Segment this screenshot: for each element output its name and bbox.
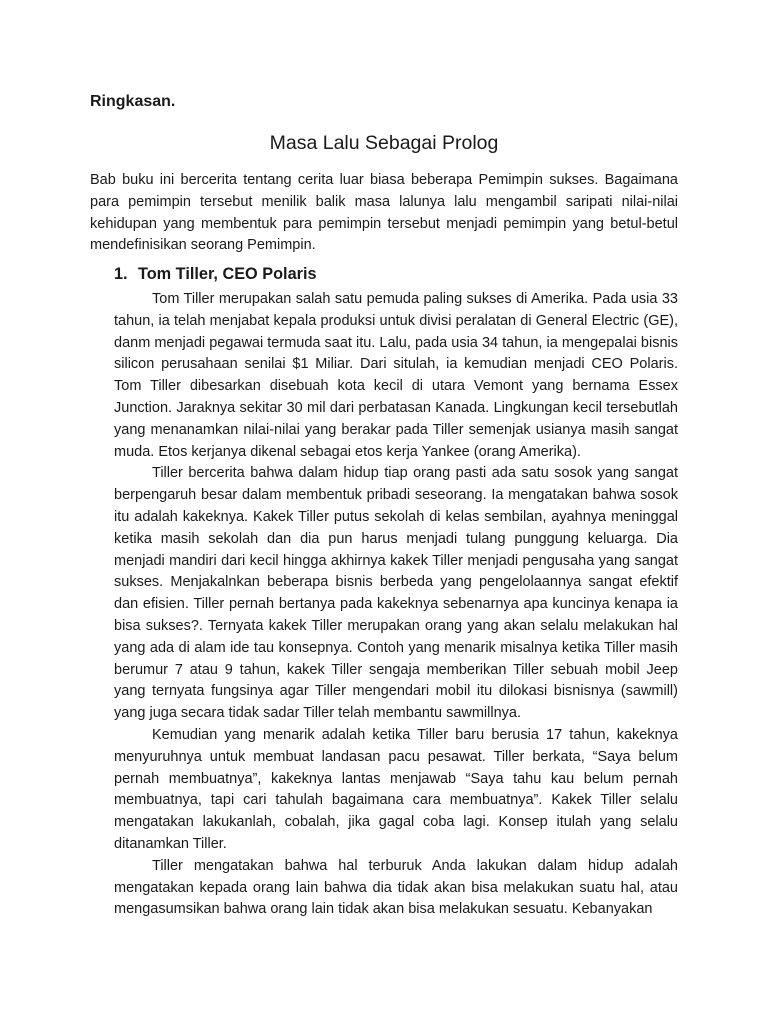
body-paragraph: Tiller bercerita bahwa dalam hidup tiap orang pasti ada satu sosok yang sangat berpengaruh besar dalam membentuk pribadi seseorang. Ia mengatakan bahwa sosok itu adalah kakeknya. Kakek Tiller putus sekolah di kelas sembilan, ayahnya meninggal ketika masih sekolah dan dia pun harus menjadi tulang punggung keluarga. Dia menjadi mandiri dari kecil hingga akhirnya kakek Tiller menjadi pengusaha yang sangat sukses. Menjakalnkan beberapa bisnis berbeda yang pengelolaannya sangat efektif dan efisien. Tiller pernah bertanya pada kakeknya sebenarnya apa kuncinya kenapa ia bisa sukses?. Ternyata kakek Tiller merupakan orang yang akan selalu melakukan hal yang ada di alam ide tau konsepnya. Contoh yang menarik misalnya ketika Tiller masih berumur 7 atau 9 tahun, kakek Tiller sengaja memberikan Tiller sebuah mobil Jeep yang ternyata fungsinya agar Tiller mengendari mobil itu dilokasi bisnisnya (sawmill) yang juga secara tidak sadar Tiller telah membantu sawmillnya. [114, 465, 678, 722]
section-heading [114, 265, 674, 284]
body-paragraph: Tiller mengatakan bahwa hal terburuk Anda lakukan dalam hidup adalah mengatakan kepada orang lain bahwa dia tidak akan bisa melakukan suatu hal, atau mengasumsikan bahwa orang lain tidak akan bisa melakukan sesuatu. Kebanyakan [114, 857, 678, 918]
summary-label: Ringkasan. [90, 93, 176, 110]
section-body [114, 289, 678, 921]
body-paragraph: Tom Tiller merupakan salah satu pemuda paling sukses di Amerika. Pada usia 33 tahun, ia telah menjabat kepala produksi untuk divisi peralatan di General Electric (GE), danm menjadi pegawai termuda saat itu. Lalu, pada usia 34 tahun, ia mengepalai bisnis silicon perusahaan senilai $1 Miliar. Dari situlah, ia kemudian menjadi CEO Polaris. Tom Tiller dibesarkan disebuah kota kecil di utara Vemont yang bernama Essex Junction. Jaraknya sekitar 30 mil dari perbatasan Kanada. Lingkungan kecil tersebutlah yang menanamkan nilai-nilai yang berakar pada Tiller semenjak usianya masih sangat muda. Etos kerjanya dikenal sebagai etos kerja Yankee (orang Amerika). [114, 291, 678, 460]
intro-paragraph: Bab buku ini bercerita tentang cerita luar biasa beberapa Pemimpin sukses. Bagaimana para pemimpin tersebut menilik balik masa lalunya lalu mengambil saripati nilai-nilai kehidupan yang membentuk para pemimpin tersebut menjadi pemimpin yang betul-betul mendefinisikan seorang Pemimpin. [90, 172, 678, 254]
section-title: Tom Tiller, CEO Polaris [138, 265, 317, 283]
section-number: 1. [114, 265, 128, 283]
page-title: Masa Lalu Sebagai Prolog [269, 132, 499, 154]
body-paragraph: Kemudian yang menarik adalah ketika Tiller baru berusia 17 tahun, kakeknya menyuruhnya untuk membuat landasan pacu pesawat. Tiller berkata, “Saya belum pernah membuatnya”, kakeknya lantas menjawab “Saya tahu kau belum pernah membuatnya, tapi cari tahulah bagaimana cara membuatnya”. Kakek Tiller selalu mengatakan lakukanlah, cobalah, jika gagal coba lagi. Konsep itulah yang selalu ditanamkan Tiller. [114, 726, 678, 852]
